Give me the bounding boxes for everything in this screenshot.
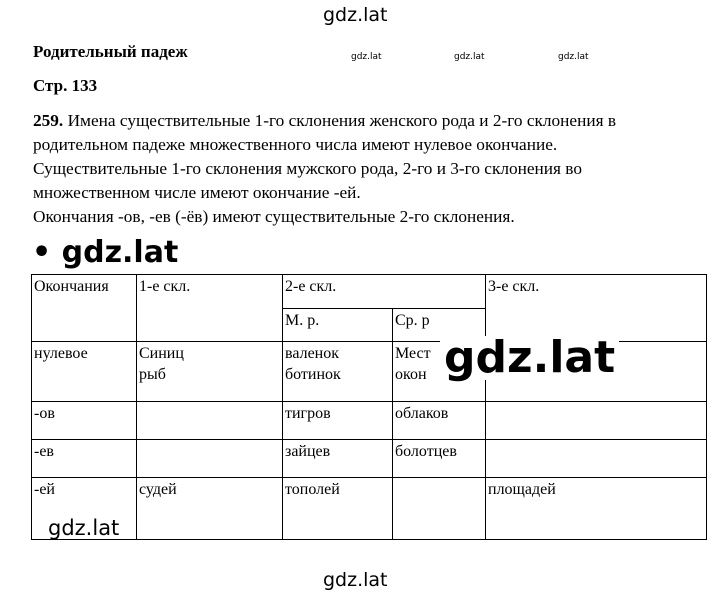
watermark-small-2: gdz.lat [454, 52, 485, 62]
word: валенок [285, 345, 340, 362]
header-endings: Окончания [32, 275, 137, 342]
cell-declension-1 [137, 402, 283, 440]
table-row [32, 478, 707, 540]
cell-declension-1: судей [137, 478, 283, 540]
word: Синиц [139, 345, 184, 362]
endings-table-wrapper [31, 274, 707, 540]
cell-neuter [393, 478, 486, 540]
watermark-in-table: gdz.lat [48, 516, 120, 540]
header-declension-3: 3-е скл. [486, 275, 707, 342]
word: рыб [139, 366, 166, 383]
cell-ending: -ев [32, 440, 137, 478]
header-neuter: Ср. р [393, 309, 486, 342]
table-row [32, 402, 707, 440]
table-header-row [32, 275, 707, 309]
exercise-number: 259. [33, 111, 64, 130]
header-declension-2: 2-е скл. [283, 275, 486, 309]
cell-masculine: тополей [283, 478, 393, 540]
exercise-line-1 [33, 109, 705, 133]
exercise-line-4: множественном числе имеют окончание -ей. [33, 183, 361, 202]
exercise-line-5: Окончания -ов, -ев (-ёв) имеют существительные 2-го склонения. [33, 207, 515, 226]
word: Мест [395, 345, 431, 362]
cell-masculine: тигров [283, 402, 393, 440]
word: окон [395, 366, 427, 383]
page-reference: Стр. 133 [33, 76, 98, 95]
cell-ending: нулевое [32, 342, 137, 402]
endings-table [31, 274, 707, 540]
exercise-line-text: Имена существительные 1-го склонения женского рода и 2-го склонения в [67, 111, 617, 130]
word: ботинок [285, 366, 341, 383]
section-title: Родительный падеж [33, 42, 188, 61]
watermark-top: gdz.lat [323, 4, 388, 26]
cell-masculine: зайцев [283, 440, 393, 478]
watermark-small-1: gdz.lat [351, 52, 382, 62]
exercise-line-2: родительном падеже множественного числа имеют нулевое окончание. [33, 135, 558, 154]
cell-declension-3 [486, 440, 707, 478]
cell-ending: -ов [32, 402, 137, 440]
cell-declension-1 [137, 342, 283, 402]
cell-ending: -ей [32, 478, 137, 540]
cell-neuter: облаков [393, 402, 486, 440]
watermark-small-3: gdz.lat [558, 52, 589, 62]
exercise-text [33, 109, 705, 229]
cell-masculine [283, 342, 393, 402]
table-row [32, 440, 707, 478]
watermark-large: gdz.lat [440, 336, 619, 380]
exercise-line-3: Существительные 1-го склонения мужского рода, 2-го и 3-го склонения во [33, 159, 582, 178]
cell-declension-3 [486, 402, 707, 440]
cell-declension-1 [137, 440, 283, 478]
cell-neuter: болотцев [393, 440, 486, 478]
watermark-bottom: gdz.lat [323, 569, 388, 591]
header-declension-1: 1-е скл. [137, 275, 283, 342]
watermark-bullet: • gdz.lat [32, 235, 179, 270]
header-masculine: М. р. [283, 309, 393, 342]
cell-declension-3: площадей [486, 478, 707, 540]
